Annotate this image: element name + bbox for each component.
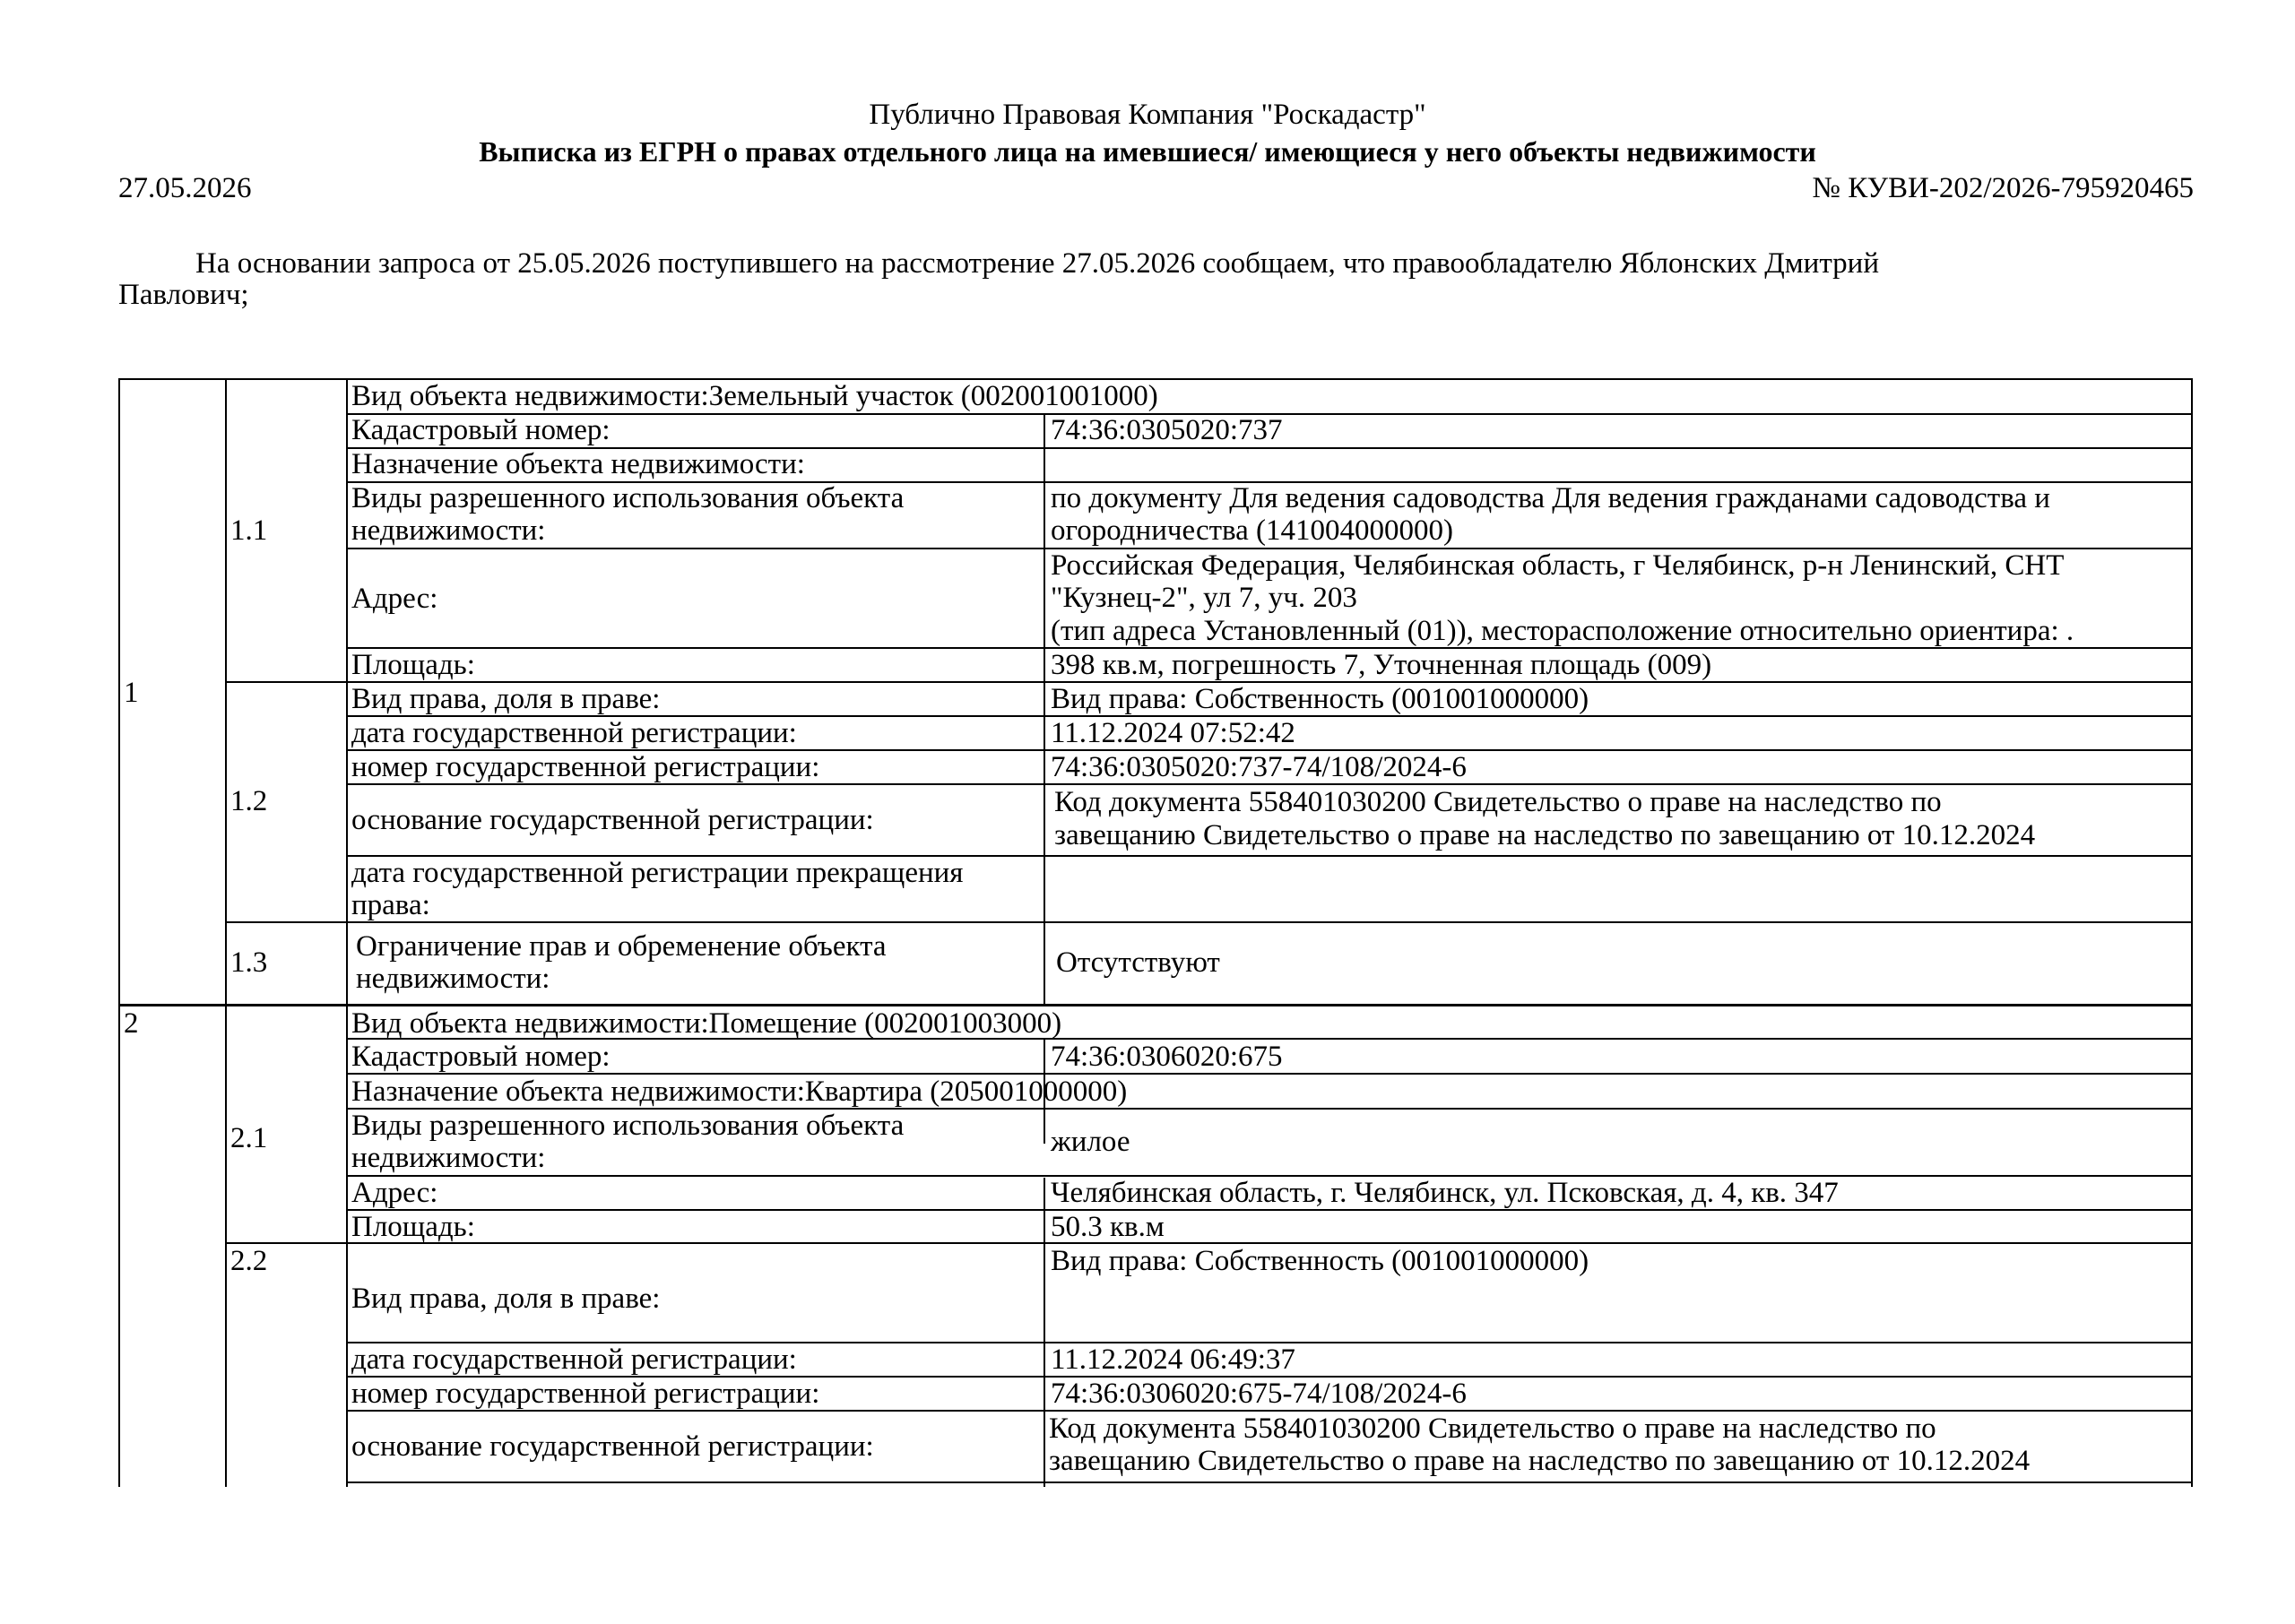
row-label: дата государственной регистрации прекращения xyxy=(351,857,964,889)
row-value: Отсутствуют xyxy=(1056,946,1220,979)
row-value: Вид права: Собственность (001001000000) xyxy=(1051,683,1589,715)
row-label: основание государственной регистрации: xyxy=(351,804,874,836)
row-value: огородничества (141004000000) xyxy=(1051,514,1454,547)
row-label: Вид объекта недвижимости:Земельный участок (002001001000) xyxy=(351,380,1158,412)
object-number: 2 xyxy=(124,1007,139,1040)
row-value: Российская Федерация, Челябинская область, г Челябинск, р-н Ленинский, СНТ xyxy=(1051,549,2065,582)
row-label: права: xyxy=(351,889,430,921)
row-value: (тип адреса Установленный (01)), месторасположение относительно ориентира: . xyxy=(1051,615,2074,647)
row-label: Вид объекта недвижимости:Помещение (002001003000) xyxy=(351,1007,1062,1040)
section-number: 2.2 xyxy=(230,1245,268,1277)
intro-line-2: Павлович; xyxy=(118,279,249,311)
row-value: завещанию Свидетельство о праве на наследство по завещанию от 10.12.2024 xyxy=(1049,1445,2031,1477)
row-value: "Кузнец-2", ул 7, уч. 203 xyxy=(1051,582,1357,614)
row-label: Назначение объекта недвижимости:Квартира (205001000000) xyxy=(351,1075,1128,1108)
row-value: завещанию Свидетельство о праве на наследство по завещанию от 10.12.2024 xyxy=(1054,819,2036,851)
row-value: Вид права: Собственность (001001000000) xyxy=(1051,1245,1589,1277)
intro-line-1: На основании запроса от 25.05.2026 поступившего на рассмотрение 27.05.2026 сообщаем, что правообладателю Яблонских Дмитрий xyxy=(195,247,1879,280)
row-value: Челябинская область, г. Челябинск, ул. Псковская, д. 4, кв. 347 xyxy=(1051,1177,1839,1209)
row-label: Виды разрешенного использования объекта xyxy=(351,482,905,514)
row-label: дата государственной регистрации: xyxy=(351,1343,797,1376)
row-label: недвижимости: xyxy=(351,514,546,547)
row-label: Кадастровый номер: xyxy=(351,414,611,446)
document-number: № КУВИ-202/2026-795920465 xyxy=(1812,172,2194,204)
section-number: 1.1 xyxy=(230,514,268,547)
row-label: недвижимости: xyxy=(356,963,550,995)
row-value: 50.3 кв.м xyxy=(1051,1211,1165,1243)
row-value: 11.12.2024 06:49:37 xyxy=(1051,1343,1295,1376)
document-title: Выписка из ЕГРН о правах отдельного лица на имевшиеся/ имеющиеся у него объекты недвижимости xyxy=(479,135,1816,168)
row-label: Виды разрешенного использования объекта xyxy=(351,1110,905,1142)
document-date: 27.05.2026 xyxy=(118,172,252,204)
row-label: Площадь: xyxy=(351,649,475,681)
row-value: 398 кв.м, погрешность 7, Уточненная площадь (009) xyxy=(1051,649,1712,681)
row-label: недвижимости: xyxy=(351,1142,546,1174)
row-value: 74:36:0306020:675 xyxy=(1051,1041,1283,1073)
row-label: Кадастровый номер: xyxy=(351,1041,611,1073)
row-value: 74:36:0306020:675-74/108/2024-6 xyxy=(1051,1378,1467,1410)
row-value: жилое xyxy=(1051,1126,1130,1158)
row-label: Площадь: xyxy=(351,1211,475,1243)
row-value: Код документа 558401030200 Свидетельство о праве на наследство по xyxy=(1054,786,1942,818)
row-label: Адрес: xyxy=(351,1177,438,1209)
row-value: Код документа 558401030200 Свидетельство о праве на наследство по xyxy=(1049,1412,1936,1445)
row-label: основание государственной регистрации: xyxy=(351,1430,874,1463)
row-label: Назначение объекта недвижимости: xyxy=(351,448,805,480)
section-number: 2.1 xyxy=(230,1122,268,1154)
row-label: номер государственной регистрации: xyxy=(351,1378,820,1410)
row-label: Вид права, доля в праве: xyxy=(351,683,661,715)
section-number: 1.3 xyxy=(230,946,268,979)
company-name: Публично Правовая Компания "Роскадастр" xyxy=(869,99,1426,131)
row-label: Ограничение прав и обременение объекта xyxy=(356,930,887,963)
row-label: номер государственной регистрации: xyxy=(351,751,820,783)
row-label: Вид права, доля в праве: xyxy=(351,1283,661,1315)
row-value: 74:36:0305020:737-74/108/2024-6 xyxy=(1051,751,1467,783)
row-value: 11.12.2024 07:52:42 xyxy=(1051,717,1295,749)
section-number: 1.2 xyxy=(230,785,268,817)
row-value: 74:36:0305020:737 xyxy=(1051,414,1283,446)
row-label: Адрес: xyxy=(351,583,438,615)
row-label: дата государственной регистрации: xyxy=(351,717,797,749)
object-number: 1 xyxy=(124,677,139,709)
row-value: по документу Для ведения садоводства Для ведения гражданами садоводства и xyxy=(1051,482,2050,514)
